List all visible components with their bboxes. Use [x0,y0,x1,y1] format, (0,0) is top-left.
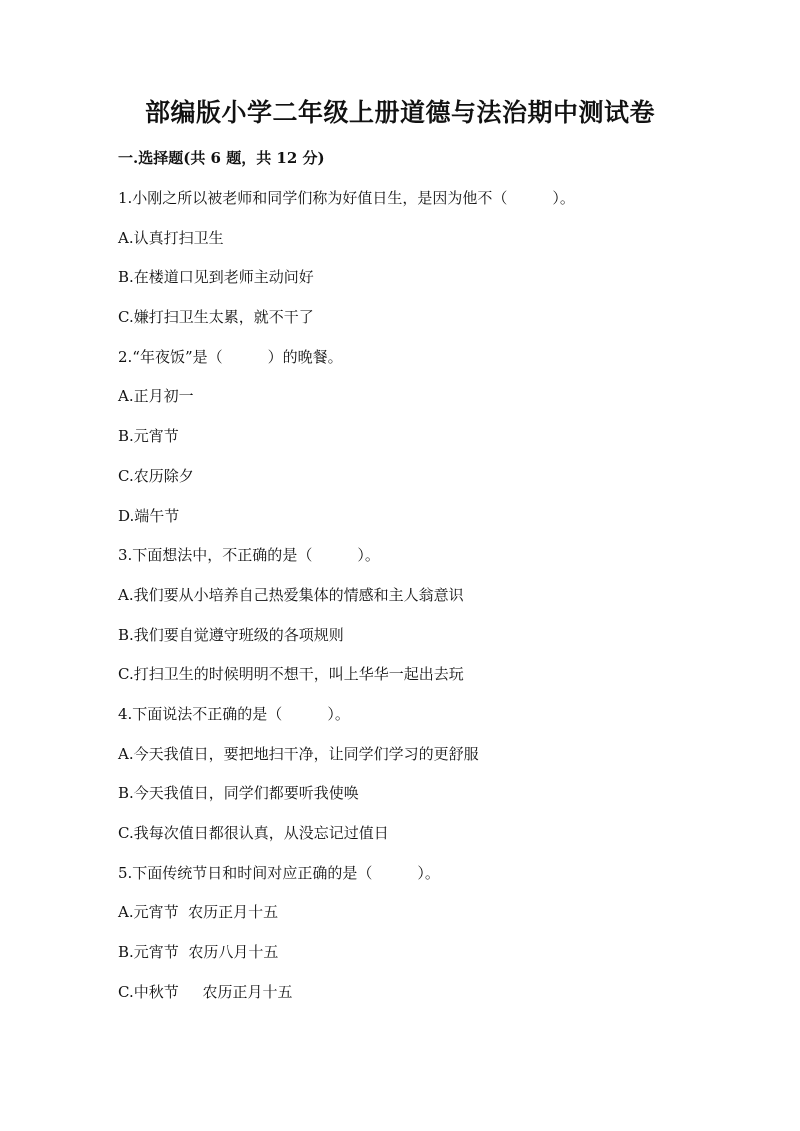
question-5-option-b: B.元宵节 农历八月十五 [118,943,279,962]
question-2-stem: 2.“年夜饭”是（ ）的晚餐。 [118,347,343,366]
question-2-option-d: D.端午节 [118,506,180,525]
question-5-option-c: C.中秋节 农历正月十五 [118,982,293,1001]
question-1-stem: 1.小刚之所以被老师和同学们称为好值日生，是因为他不（ ）。 [118,189,575,207]
question-5-stem: 5.下面传统节日和时间对应正确的是（ ）。 [118,863,440,882]
question-3-option-b: B.我们要自觉遵守班级的各项规则 [118,625,344,644]
section-header: 一.选择题(共 6 题，共 12 分) [118,149,325,167]
question-4-option-a: A.今天我值日，要把地扫干净，让同学们学习的更舒服 [118,744,479,763]
question-2-option-a: A.正月初一 [118,387,194,406]
question-1-option-a: A.认真打扫卫生 [118,228,224,247]
question-3-option-c: C.打扫卫生的时候明明不想干，叫上华华一起出去玩 [118,665,464,684]
question-1-option-b: B.在楼道口见到老师主动问好 [118,268,314,287]
question-2-option-c: C.农历除夕 [118,466,194,485]
question-5-option-a: A.元宵节 农历正月十五 [118,903,279,922]
question-4-stem: 4.下面说法不正确的是（ ）。 [118,704,350,723]
question-4-option-b: B.今天我值日，同学们都要听我使唤 [118,784,359,803]
page-title: 部编版小学二年级上册道德与法治期中测试卷 [144,98,655,127]
question-4-option-c: C.我每次值日都很认真，从没忘记过值日 [118,824,389,842]
question-2-option-b: B.元宵节 [118,427,179,446]
question-1-option-c: C.嫌打扫卫生太累，就不干了 [118,308,314,327]
question-list [118,188,718,1021]
question-3-option-a: A.我们要从小培养自己热爱集体的情感和主人翁意识 [118,585,464,604]
question-3-stem: 3.下面想法中，不正确的是（ ）。 [118,546,380,565]
